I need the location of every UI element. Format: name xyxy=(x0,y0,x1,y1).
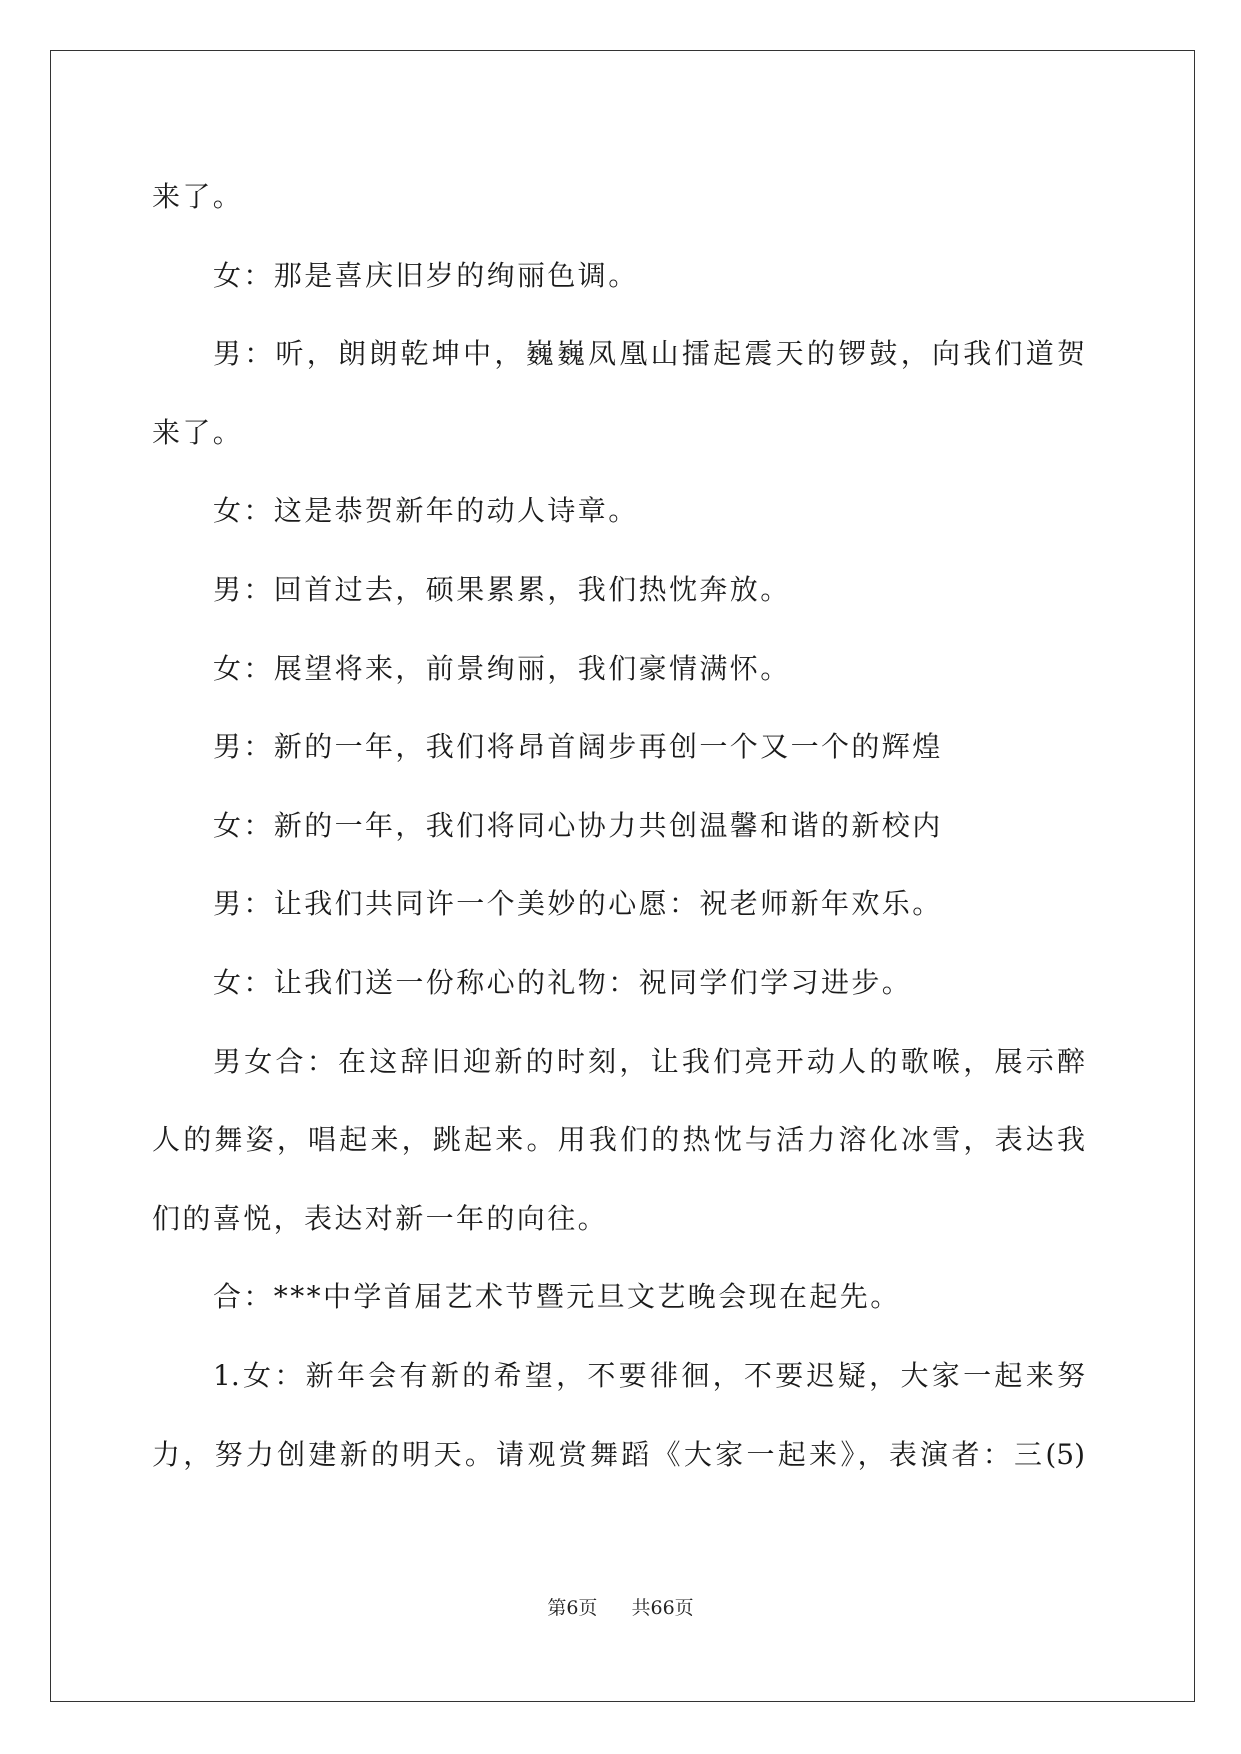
text-line: 男：让我们共同许一个美妙的心愿：祝老师新年欢乐。 xyxy=(213,887,943,921)
page-number: 第6页 xyxy=(547,1597,598,1619)
text-line: 1.女：新年会有新的希望，不要徘徊，不要迟疑，大家一起来努 xyxy=(213,1358,1085,1392)
text-line: 力，努力创建新的明天。请观赏舞蹈《大家一起来》，表演者：三(5) xyxy=(152,1437,1085,1471)
text-line: 男：新的一年，我们将昂首阔步再创一个又一个的辉煌 xyxy=(213,730,943,764)
text-line: 人的舞姿，唱起来，跳起来。用我们的热忱与活力溶化冰雪，表达我 xyxy=(152,1123,1085,1157)
text-line: 女：新的一年，我们将同心协力共创温馨和谐的新校内 xyxy=(213,808,943,842)
text-line: 女：让我们送一份称心的礼物：祝同学们学习进步。 xyxy=(213,965,913,999)
text-line: 女：这是恭贺新年的动人诗章。 xyxy=(213,494,639,528)
page-total: 共66页 xyxy=(631,1597,694,1619)
text-line: 合：***中学首届艺术节暨元旦文艺晚会现在起先。 xyxy=(213,1280,901,1314)
text-line: 男女合：在这辞旧迎新的时刻，让我们亮开动人的歌喉，展示醉 xyxy=(213,1044,1085,1078)
text-line: 们的喜悦，表达对新一年的向往。 xyxy=(152,1201,609,1235)
text-line: 女：展望将来，前景绚丽，我们豪情满怀。 xyxy=(213,651,791,685)
text-line: 来了。 xyxy=(152,415,244,449)
text-line: 男：回首过去，硕果累累，我们热忱奔放。 xyxy=(213,572,791,606)
text-line: 男：听，朗朗乾坤中，巍巍凤凰山擂起震天的锣鼓，向我们道贺 xyxy=(213,337,1085,371)
page-footer xyxy=(0,1593,1241,1620)
text-line: 女：那是喜庆旧岁的绚丽色调。 xyxy=(213,258,639,292)
document-body xyxy=(152,158,1085,1494)
text-line: 来了。 xyxy=(152,180,244,213)
